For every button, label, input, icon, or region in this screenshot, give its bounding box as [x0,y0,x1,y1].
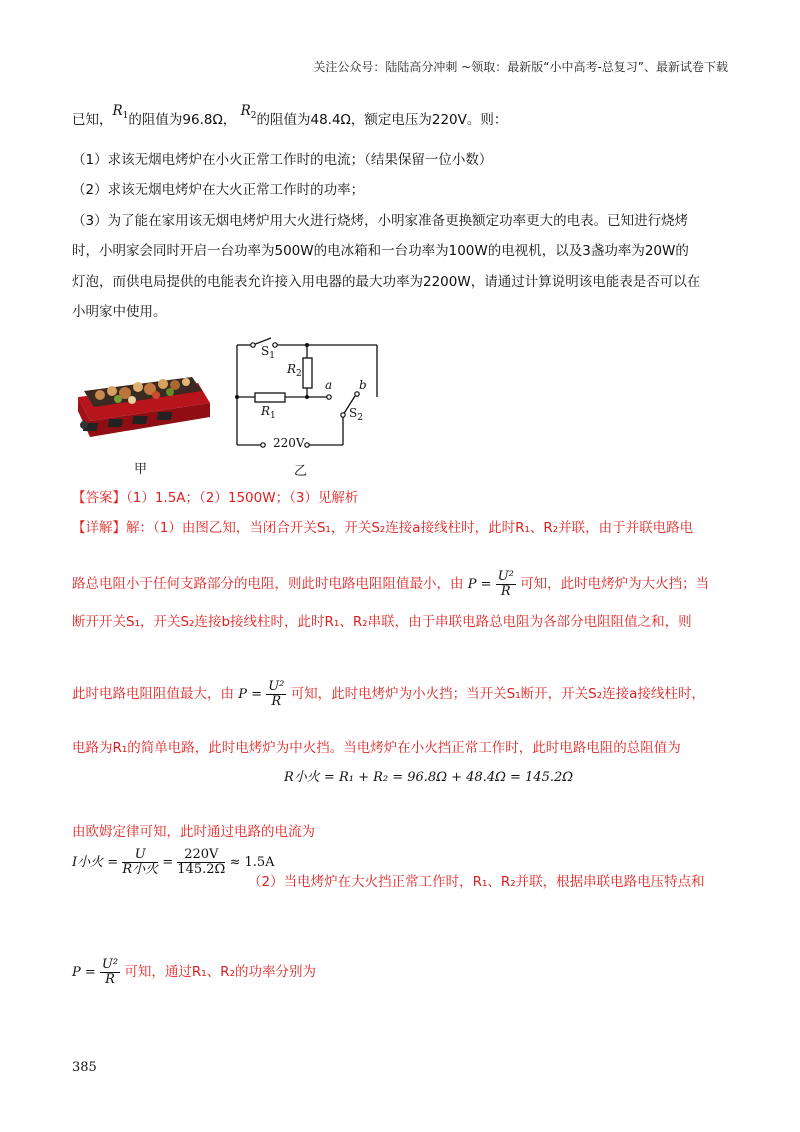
detail-line-4 [72,680,705,709]
circuit-r2-label: $R_2$ [287,362,302,379]
detail-line-5: 电路为R₁的简单电路，此时电烤炉为中火挡。当电烤炉在小火挡正常工作时，此时电路电阻的总阻值为 [72,740,681,756]
intro-mid2: 的阻值为48.4Ω，额定电压为220V。则： [256,112,508,128]
intro-mid1: 的阻值为96.8Ω， [128,112,237,128]
intro-r2: $R_2$ [240,103,257,121]
detail-text-4a: 此时电路电阻阻值最大，由 [72,686,234,702]
circuit-s1-label: $S_1$ [261,344,275,361]
page-number: 385 [72,1060,97,1075]
question-3-line-3: 灯泡，而供电局提供的电能表允许接入用电器的最大功率为2200W，请通过计算说明该电能表是否可以在 [72,274,701,290]
detail-line-8 [72,958,316,987]
detail-text-2b: 可知，此时电烤炉为大火挡；当 [520,576,710,592]
detail-text-8: 可知，通过R₁、R₂的功率分别为 [124,964,316,980]
detail-line-2 [72,570,709,599]
answer-text: （1）1.5A；（2）1500W；（3）见解析 [126,490,359,506]
resistance-formula: R小火 = R₁ + R₂ = 96.8Ω + 48.4Ω = 145.2Ω [284,770,574,785]
detail-line-1 [72,518,693,538]
page-header: 关注公众号：陆陆高分冲刺 ~领取：最新版“小中高考-总复习”、最新试卷下载 [313,60,728,74]
power-formula-2: P = $\frac{\text{U²}}{R}$ [238,679,285,709]
question-3-line-2: 时，小明家会同时开启一台功率为500W的电冰箱和一台功率为100W的电视机，以及3盏功率为20W的 [72,243,689,259]
detail-line-7: （2）当电烤炉在大火挡正常工作时，R₁、R₂并联，根据串联电路电压特点和 [248,874,705,890]
circuit-r1-label: $R_1$ [261,404,276,421]
intro-pre: 已知， [72,112,113,128]
detail-text-2a: 路总电阻小于任何支路部分的电阻，则此时电路电阻阻值最小，由 [72,576,464,592]
figure-label-jia: 甲 [134,462,148,477]
answer-line [72,488,358,508]
intro-line [72,103,508,135]
detail-text-4b: 可知，此时电烤炉为小火挡；当开关S₁断开，开关S₂连接a接线柱时， [290,686,705,702]
question-2: （2）求该无烟电烤炉在大火正常工作时的功率； [72,182,365,198]
current-formula: I小火 = $\frac{U}{\text{R小火}}$ = $\frac{220V}{145.2\Omega}$ ≈ 1.5A [72,847,275,877]
circuit-s2-label: $S_2$ [349,406,363,423]
detail-tag: 【详解】 [72,520,126,536]
circuit-a-label: a [325,378,333,392]
intro-r1: $R_1$ [112,103,129,121]
grill-image [70,345,215,455]
circuit-voltage-label: 220V [273,436,305,450]
detail-line-3: 断开开关S₁，开关S₂连接b接线柱时，此时R₁、R₂串联，由于串联电路总电阻为各部分电阻阻值之和，则 [72,614,692,630]
power-formula-3: P = $\frac{\text{U²}}{R}$ [72,957,119,987]
detail-line-6: 由欧姆定律可知，此时通过电路的电流为 [72,824,315,840]
question-3-line-1: （3）为了能在家用该无烟电烤炉用大火进行烧烤，小明家准备更换额定功率更大的电表。已知进行烧烤 [72,213,689,229]
detail-text-1: 解：（1）由图乙知，当闭合开关S₁，开关S₂连接a接线柱时，此时R₁、R₂并联，由于并联电路电 [126,520,694,536]
figure-label-yi: 乙 [294,464,308,479]
power-formula-1: P = $\frac{\text{U²}}{R}$ [467,569,514,599]
circuit-diagram [225,330,395,465]
question-1: （1）求该无烟电烤炉在小火正常工作时的电流；（结果保留一位小数） [72,152,493,168]
answer-tag: 【答案】 [72,490,126,506]
circuit-b-label: b [359,378,367,392]
question-3-line-4: 小明家中使用。 [72,304,167,320]
